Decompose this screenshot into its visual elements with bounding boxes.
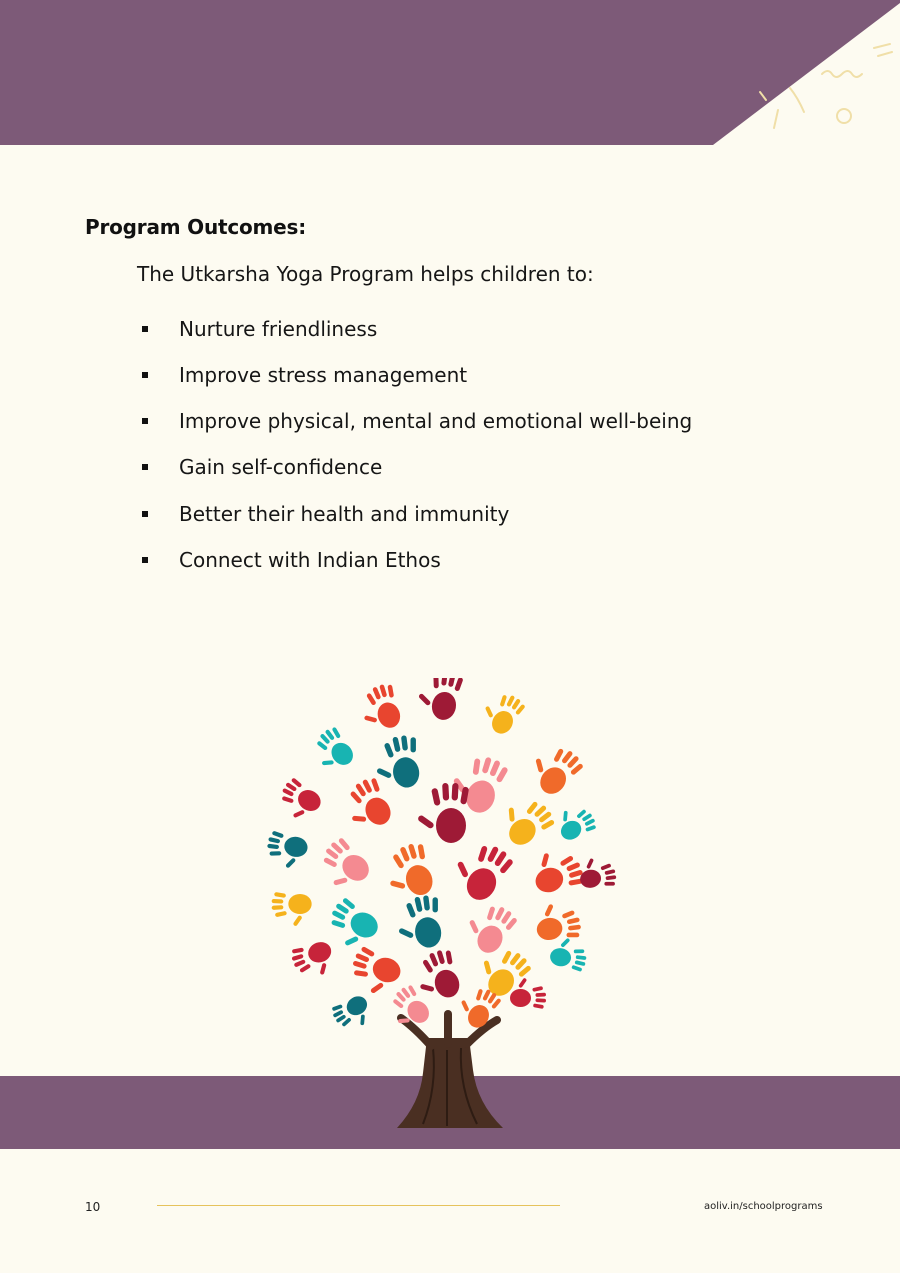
handprint-icon — [459, 896, 519, 959]
bullet-icon — [142, 464, 148, 470]
handprint-icon — [264, 830, 310, 871]
outcome-item — [142, 408, 693, 434]
handprint-icon — [379, 840, 439, 904]
handprint-tree-icon — [255, 678, 645, 1133]
handprint-icon — [477, 686, 527, 738]
handprint-icon — [307, 724, 359, 777]
handprint-icon — [494, 789, 558, 852]
handprint-icon — [510, 978, 546, 1009]
handprint-icon — [337, 774, 397, 837]
footer-url: aoliv.in/schoolprograms — [704, 1201, 823, 1212]
handprint-icon — [410, 947, 466, 1007]
outcome-text: Gain self-confidence — [179, 455, 383, 479]
handprint-icon — [548, 935, 589, 972]
intro-text: The Utkarsha Yoga Program helps children to: — [137, 262, 594, 286]
handprint-icon — [446, 834, 516, 907]
header-band — [0, 0, 900, 145]
bullet-icon — [142, 511, 148, 517]
handprint-icon — [415, 678, 465, 722]
handprint-crown — [264, 678, 618, 1036]
outcome-text: Connect with Indian Ethos — [179, 548, 441, 572]
bullet-icon — [142, 372, 148, 378]
handprint-icon — [533, 899, 583, 944]
handprint-icon — [523, 737, 586, 801]
outcome-item — [142, 454, 383, 480]
handprint-icon — [527, 843, 587, 899]
footer-rule — [157, 1205, 560, 1206]
tree-trunk — [397, 1014, 503, 1128]
outcome-text: Improve stress management — [179, 363, 468, 387]
handprint-icon — [371, 733, 425, 792]
outcome-item — [142, 316, 378, 342]
outcome-item — [142, 362, 468, 388]
section-heading: Program Outcomes: — [85, 215, 307, 239]
outcome-item — [142, 501, 510, 527]
handprint-icon — [445, 748, 510, 817]
handprint-icon — [312, 835, 376, 898]
bullet-icon — [142, 557, 148, 563]
outcome-text: Better their health and immunity — [179, 502, 510, 526]
handprint-icon — [272, 892, 312, 927]
outcome-text: Improve physical, mental and emotional well-being — [179, 409, 693, 433]
handprint-icon — [329, 991, 376, 1036]
outcome-text: Nurture friendliness — [179, 317, 378, 341]
bullet-icon — [142, 326, 148, 332]
handprint-icon — [289, 937, 339, 983]
handprint-icon — [393, 893, 447, 952]
handprint-icon — [577, 854, 618, 891]
handprint-icon — [273, 776, 325, 826]
handprint-icon — [552, 800, 599, 845]
handprint-icon — [321, 895, 384, 955]
page-number: 10 — [85, 1200, 101, 1214]
handprint-icon — [355, 681, 406, 736]
handprint-icon — [345, 945, 405, 1001]
outcome-item — [142, 547, 441, 573]
bullet-icon — [142, 418, 148, 424]
